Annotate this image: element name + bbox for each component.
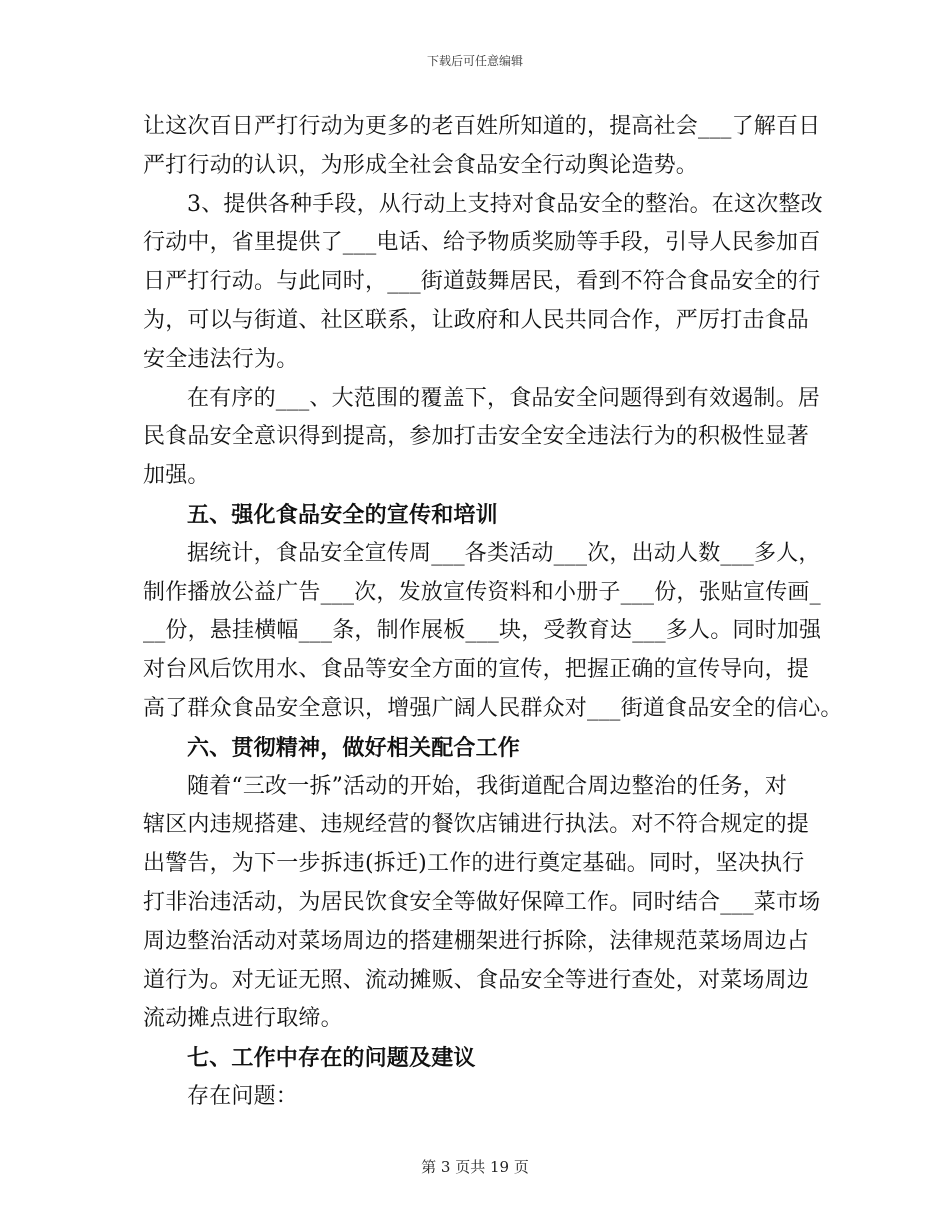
text-line: 日严打行动。与此同时，___街道鼓舞居民，看到不符合食品安全的行 [143, 269, 821, 295]
text-line: 民食品安全意识得到提高，参加打击安全安全违法行为的积极性显著 [143, 424, 810, 450]
text-line: 据统计，食品安全宣传周___各类活动___次，出动人数___多人， [187, 540, 821, 566]
text-line: 制作播放公益广告___次，发放宣传资料和小册子___份，张贴宣传画_ [143, 579, 821, 605]
text-line: 严打行动的认识，为形成全社会食品安全行动舆论造势。 [143, 152, 699, 178]
text-line: 让这次百日严打行动为更多的老百姓所知道的，提高社会___了解百日 [143, 114, 821, 139]
text-line: 辖区内违规搭建、违规经营的餐饮店铺进行执法。对不符合规定的提 [143, 812, 810, 838]
section-heading: 六、贯彻精神，做好相关配合工作 [187, 734, 521, 761]
section-heading: 五、强化食品安全的宣传和培训 [187, 501, 498, 528]
text-line: 3、提供各种手段，从行动上支持对食品安全的整治。在这次整改 [187, 191, 823, 217]
text-line: 在有序的___、大范围的覆盖下，食品安全问题得到有效遏制。居 [187, 385, 821, 411]
text-line: 存在问题： [187, 1083, 299, 1109]
section-heading: 七、工作中存在的问题及建议 [187, 1045, 476, 1072]
text-line: 打非治违活动，为居民饮食安全等做好保障工作。同时结合___菜市场 [143, 889, 821, 915]
text-line: 加强。 [143, 463, 210, 489]
page-header: 下载后可任意编辑 [426, 54, 523, 68]
text-line: 对台风后饮用水、食品等安全方面的宣传，把握正确的宣传导向，提 [143, 657, 810, 683]
document-body [143, 108, 843, 1117]
text-line: 为，可以与街道、社区联系，让政府和人民共同合作，严厉打击食品 [143, 307, 810, 333]
text-line: 道行为。对无证无照、流动摊贩、食品安全等进行查处，对菜场周边 [143, 967, 810, 993]
text-line: 随着“三改一拆”活动的开始，我街道配合周边整治的任务，对 [187, 773, 788, 799]
text-line: 流动摊点进行取缔。 [143, 1006, 343, 1032]
text-line: 行动中，省里提供了___电话、给予物质奖励等手段，引导人民参加百 [143, 230, 821, 256]
page-footer: 第 3 页共 19 页 [421, 1158, 529, 1176]
text-line: 出警告，为下一步拆违(拆迁)工作的进行奠定基础。同时，坚决执行 [143, 851, 805, 877]
text-line: __份，悬挂横幅___条，制作展板___块，受教育达___多人。同时加强 [143, 618, 822, 644]
text-line: 安全违法行为。 [143, 346, 299, 372]
text-line: 周边整治活动对菜场周边的搭建棚架进行拆除，法律规范菜场周边占 [143, 928, 810, 954]
text-line: 高了群众食品安全意识，增强广阔人民群众对___街道食品安全的信心。 [143, 695, 843, 721]
